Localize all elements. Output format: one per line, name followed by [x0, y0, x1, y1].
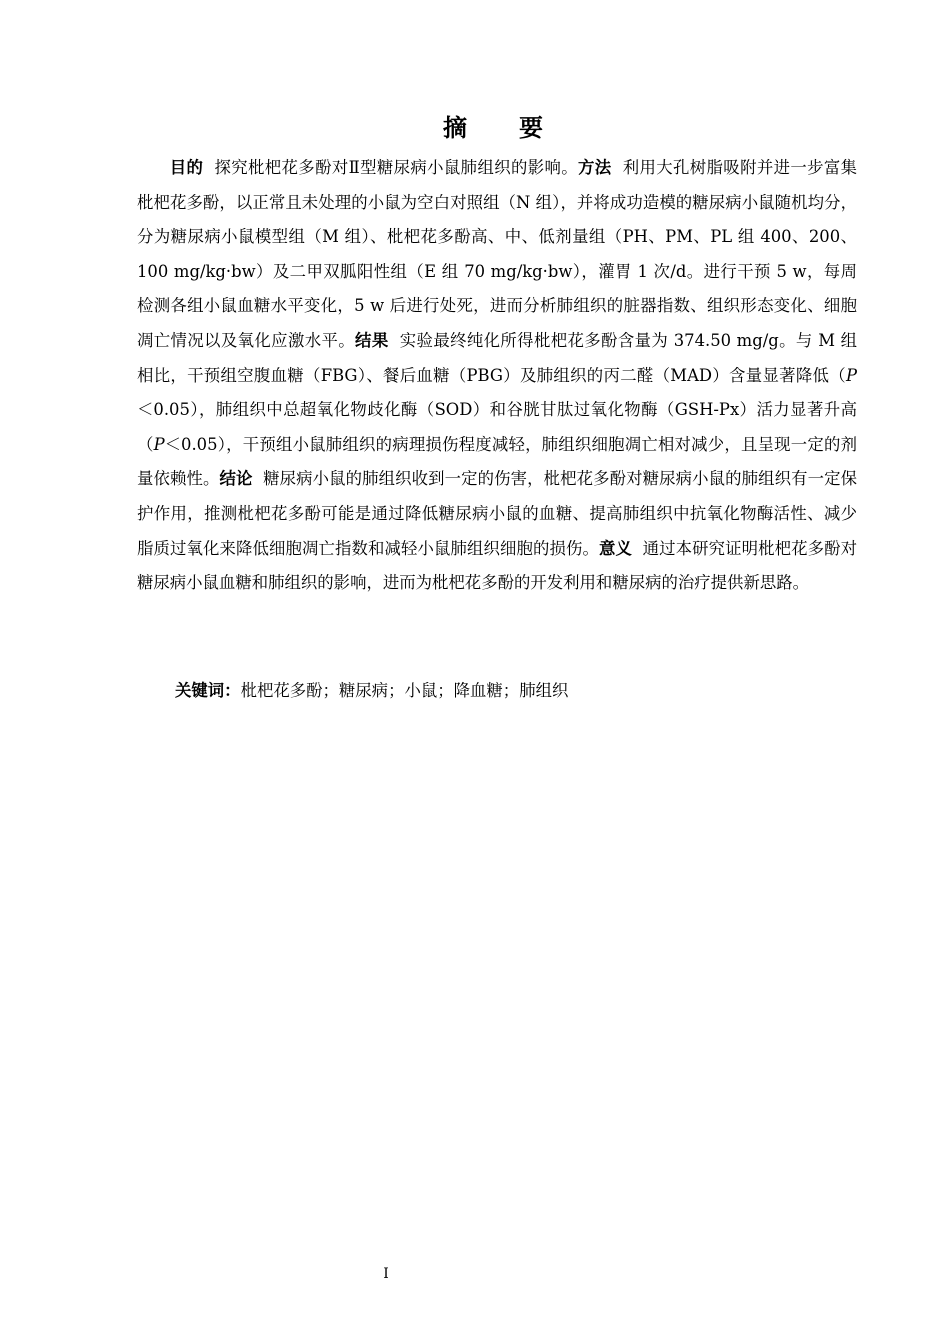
significance-label: 意义 [598, 538, 632, 558]
page-title: 摘 要 [443, 114, 557, 142]
purpose-label: 目的 [169, 158, 204, 177]
abstract-paragraph [137, 151, 857, 601]
method-text: 利用大孔树脂吸附并进一步富集枇杷花多酚，以正常且未处理的小鼠为空白对照组（N 组），并将成功造模的糖尿病小鼠随机均分，分为糖尿病小鼠模型组（M 组）、枇杷花多酚高、中、低剂量组（PH、PM、PL 组 400、200、100 mg/kg·bw）及二甲双胍阳性组（E 组 70 mg/kg·bw），灌胃 1 次/d。进行干预 5 w，每周检测各组小鼠血糖水平变化，5 w 后进行处死，进而分析肺组织的脏器指数、组织形态变化、细胞凋亡情况以及氧化应激水平。 [137, 158, 858, 350]
conclusion-text: 糖尿病小鼠的肺组织收到一定的伤害，枇杷花多酚对糖尿病小鼠的肺组织有一定保护作用，推测枇杷花多酚可能是通过降低糖尿病小鼠的血糖、提高肺组织中抗氧化物酶活性、减少脂质过氧化来降低细胞凋亡指数和减轻小鼠肺组织细胞的损伤。 [137, 469, 858, 558]
significance-text: 通过本研究证明枇杷花多酚对糖尿病小鼠血糖和肺组织的影响，进而为枇杷花多酚的开发利用和糖尿病的治疗提供新思路。 [137, 538, 858, 593]
method-label: 方法 [578, 158, 612, 177]
keywords-label: 关键词： [175, 681, 241, 700]
result-text-3: ＜0.05），干预组小鼠肺组织的病理损伤程度减轻，肺组织细胞凋亡相对减少，且呈现一定的剂量依赖性。 [137, 434, 857, 489]
purpose-text: 探究枇杷花多酚对Ⅱ型糖尿病小鼠肺组织的影响。 [214, 158, 579, 177]
result-text-1: 实验最终纯化所得枇杷花多酚含量为 374.50 mg/g。与 M 组相比，干预组空腹血糖（FBG）、餐后血糖（PBG）及肺组织的丙二醛（MAD）含量显著降低（ [137, 330, 858, 385]
keywords-line [175, 676, 568, 706]
conclusion-label: 结论 [219, 469, 253, 489]
result-text-2: ＜0.05），肺组织中总超氧化物歧化酶（SOD）和谷胱甘肽过氧化物酶（GSH-Px）活力显著升高（ [137, 400, 857, 454]
result-label: 结果 [355, 330, 389, 350]
p-symbol: P [845, 365, 857, 385]
keywords-text: 枇杷花多酚；糖尿病；小鼠；降血糖；肺组织 [240, 681, 569, 700]
page-number: I [383, 1266, 389, 1282]
p-symbol: P [153, 434, 165, 454]
